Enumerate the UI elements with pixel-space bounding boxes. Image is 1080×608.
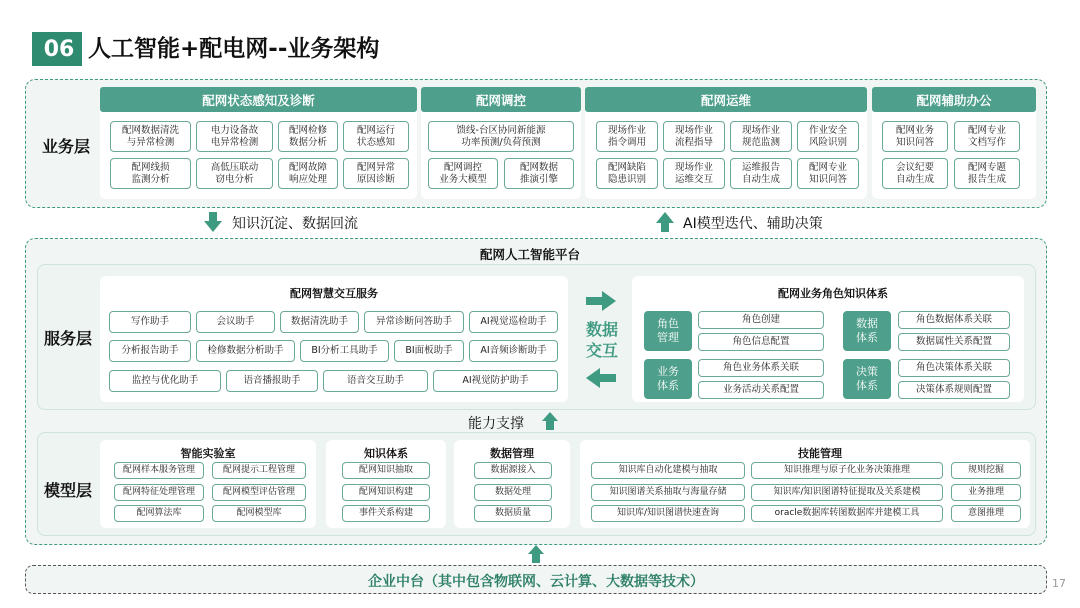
- data-item: 数据质量: [474, 505, 552, 522]
- biz-item: 配网专业 文档写作: [954, 121, 1020, 152]
- arrow-up-icon: [542, 412, 558, 430]
- biz-item: 会议纪要 自动生成: [882, 158, 948, 189]
- skill-item: 知识图谱关系抽取与海量存储: [591, 484, 745, 501]
- skill-management-title: 技能管理: [798, 447, 842, 460]
- biz-item: 现场作业 运维交互: [663, 158, 725, 189]
- assistant-item: 写作助手: [109, 311, 191, 333]
- data-item: 数据处理: [474, 484, 552, 501]
- data-management-title: 数据管理: [490, 447, 534, 460]
- role-item: 角色数据体系关联: [898, 311, 1010, 329]
- assistant-item: 数据清洗助手: [280, 311, 359, 333]
- knowledge-item: 配网知识构建: [342, 484, 430, 501]
- arrow-right-icon: [586, 291, 616, 311]
- knowledge-system-title: 知识体系: [364, 447, 408, 460]
- assistant-item: AI视觉巡检助手: [469, 311, 558, 333]
- biz-item: 电力设备故 电异常检测: [196, 121, 273, 152]
- role-item: 角色创建: [698, 311, 824, 329]
- lab-item: 配网模型评估管理: [212, 484, 306, 501]
- biz-item: 配网专业 知识问答: [797, 158, 859, 189]
- model-layer-label: 模型层: [44, 481, 93, 500]
- biz-item: 配网专题 报告生成: [954, 158, 1020, 189]
- skill-item: 知识库自动化建模与抽取: [591, 462, 745, 479]
- assistant-item: BI分析工具助手: [300, 340, 389, 362]
- role-item: 角色决策体系关联: [898, 359, 1010, 377]
- lab-item: 配网算法库: [114, 505, 204, 522]
- skill-item: 业务推理: [951, 484, 1021, 501]
- data-system-tile: 数据 体系: [843, 311, 891, 351]
- role-knowledge-title: 配网业务角色知识体系: [778, 287, 888, 300]
- flow-down-label: 知识沉淀、数据回流: [232, 216, 358, 232]
- skill-item: 知识推理与原子化业务决策推理: [751, 462, 943, 479]
- biz-item: 配网业务 知识问答: [882, 121, 948, 152]
- assistant-item: 监控与优化助手: [109, 370, 221, 392]
- biz-item: 现场作业 流程指导: [663, 121, 725, 152]
- biz-item: 现场作业 规范监测: [730, 121, 792, 152]
- interaction-service-title: 配网智慧交互服务: [290, 287, 378, 300]
- platform-title: 配网人工智能平台: [479, 247, 580, 262]
- biz-item: 配网异常 原因诊断: [343, 158, 409, 189]
- assistant-item: 语音交互助手: [323, 370, 428, 392]
- biz-item: 配网调控 业务大模型: [428, 158, 498, 189]
- biz-item: 配网数据清洗 与异常检测: [110, 121, 191, 152]
- page-title: 人工智能+配电网--业务架构: [88, 36, 380, 62]
- biz-item: 馈线-台区协同新能源 功率预测/负荷预测: [428, 121, 574, 152]
- biz-item: 运维报告 自动生成: [730, 158, 792, 189]
- assistant-item: 语音播报助手: [226, 370, 318, 392]
- lab-item: 配网模型库: [212, 505, 306, 522]
- lab-item: 配网特征处理管理: [114, 484, 204, 501]
- assistant-item: 分析报告助手: [109, 340, 191, 362]
- biz-item: 高低压联动 窃电分析: [196, 158, 273, 189]
- biz-item: 配网故障 响应处理: [278, 158, 338, 189]
- knowledge-item: 配网知识抽取: [342, 462, 430, 479]
- data-exchange-label: 数据 交互: [585, 320, 618, 360]
- business-layer-label: 业务层: [42, 137, 91, 156]
- lab-item: 配网样本服务管理: [114, 462, 204, 479]
- arrow-left-icon: [586, 368, 616, 388]
- panel-state-diagnosis-title: 配网状态感知及诊断: [100, 87, 417, 112]
- biz-item: 作业安全 风险识别: [797, 121, 859, 152]
- skill-item: 规则挖掘: [951, 462, 1021, 479]
- skill-item: 意图推理: [951, 505, 1021, 522]
- biz-item: 配网检修 数据分析: [278, 121, 338, 152]
- capability-support-label: 能力支撑: [468, 416, 524, 432]
- biz-item: 配网缺陷 隐患识别: [596, 158, 658, 189]
- assistant-item: BI面板助手: [394, 340, 464, 362]
- business-system-tile: 业务 体系: [644, 359, 692, 399]
- role-item: 数据属性关系配置: [898, 333, 1010, 351]
- flow-up-label: AI模型迭代、辅助决策: [683, 216, 823, 232]
- decision-system-tile: 决策 体系: [843, 359, 891, 399]
- assistant-item: AI视觉防护助手: [433, 370, 558, 392]
- panel-operation-title: 配网运维: [585, 87, 867, 112]
- knowledge-item: 事件关系构建: [342, 505, 430, 522]
- section-number-badge: 06: [36, 32, 82, 66]
- biz-item: 现场作业 指令调用: [596, 121, 658, 152]
- arrow-up-icon: [656, 212, 674, 232]
- skill-item: 知识库/知识图谱快速查询: [591, 505, 745, 522]
- biz-item: 配网数据 推演引擎: [504, 158, 574, 189]
- arrow-down-icon: [204, 212, 222, 232]
- role-item: 角色信息配置: [698, 333, 824, 351]
- service-layer-label: 服务层: [44, 329, 93, 348]
- panel-dispatch-title: 配网调控: [421, 87, 581, 112]
- panel-office-title: 配网辅助办公: [872, 87, 1036, 112]
- arrow-up-icon: [528, 545, 544, 563]
- role-item: 业务活动关系配置: [698, 381, 824, 399]
- lab-item: 配网提示工程管理: [212, 462, 306, 479]
- role-item: 决策体系规则配置: [898, 381, 1010, 399]
- biz-item: 配网运行 状态感知: [343, 121, 409, 152]
- assistant-item: 异常诊断问答助手: [364, 311, 464, 333]
- skill-item: 知识库/知识图谱特征提取及关系建模: [751, 484, 943, 501]
- enterprise-platform-label: 企业中台（其中包含物联网、云计算、大数据等技术）: [368, 574, 704, 590]
- role-item: 角色业务体系关联: [698, 359, 824, 377]
- assistant-item: 检修数据分析助手: [196, 340, 295, 362]
- biz-item: 配网线损 监测分析: [110, 158, 191, 189]
- page-number: 17: [1052, 577, 1066, 590]
- role-management-tile: 角色 管理: [644, 311, 692, 351]
- smart-lab-title: 智能实验室: [180, 447, 236, 460]
- skill-item: oracle数据库转图数据库并建模工具: [751, 505, 943, 522]
- assistant-item: AI音频诊断助手: [469, 340, 558, 362]
- assistant-item: 会议助手: [196, 311, 275, 333]
- data-item: 数据源接入: [474, 462, 552, 479]
